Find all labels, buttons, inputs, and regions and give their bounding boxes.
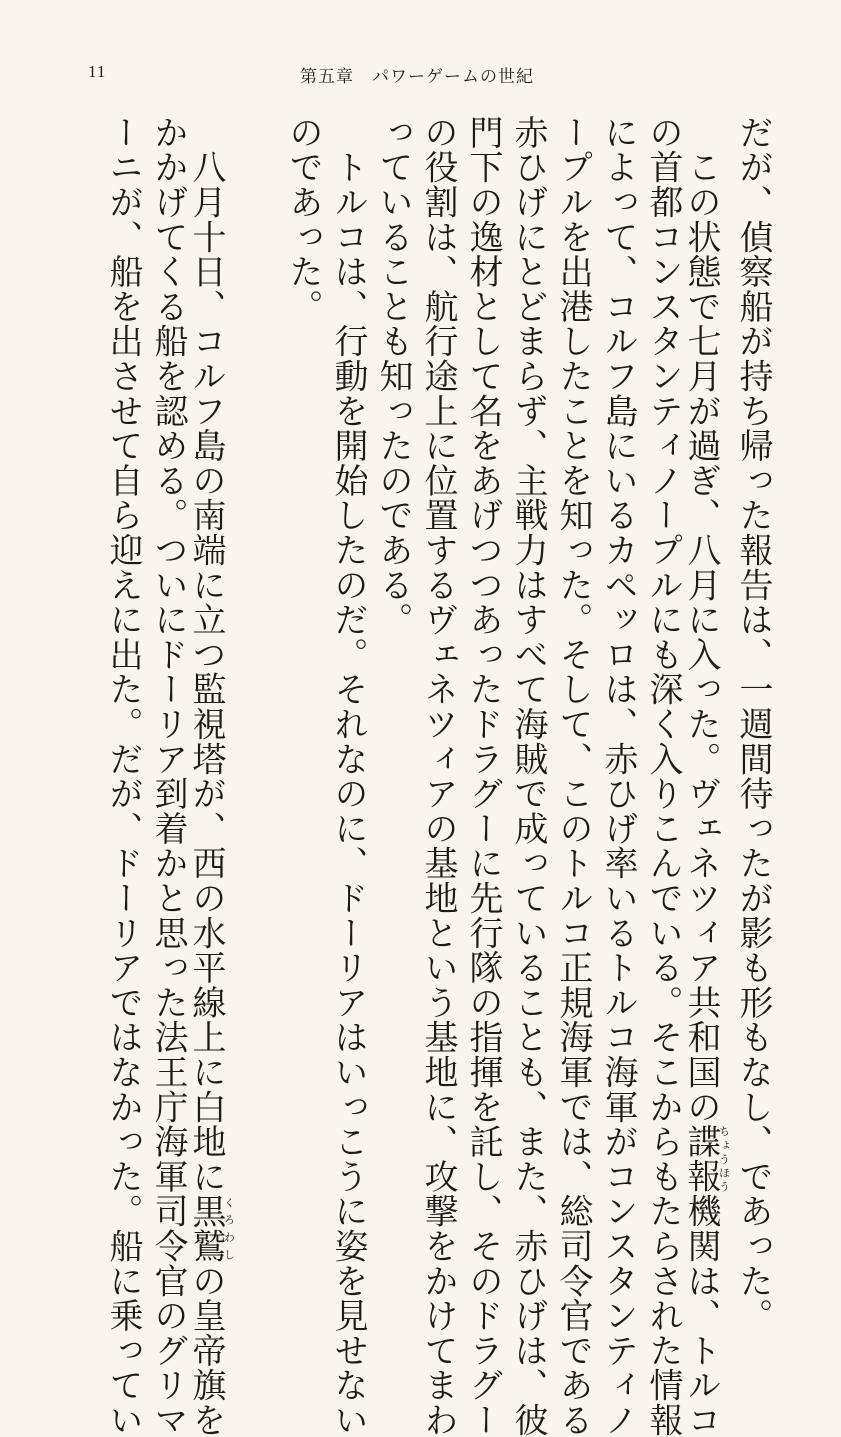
text-line: ープルを出港したことを知った。そして、このトルコ正規海軍では、総司令官である <box>553 115 593 1437</box>
vertical-text-body <box>75 115 775 1437</box>
text-line: かかげてくる船を認める。ついにドーリア到着かと思った法王庁海軍司令官のグリマ <box>148 115 188 1437</box>
text-line: の役割は、航行途上に位置するヴェネツィアの基地という基地に、攻撃をかけてまわ <box>418 115 458 1437</box>
text-line: 赤ひげにとどまらず、主戦力はすべて海賊で成っていることも、また、赤ひげは、彼 <box>508 115 548 1437</box>
text-line: 八月十日、コルフ島の南端に立つ監視塔が、西の水平線上に白地に黒鷲くろわしの皇帝旗を <box>186 115 236 1437</box>
text-line: のであった。 <box>283 115 323 324</box>
text-line: トルコは、行動を開始したのだ。それなのに、ドーリアはいっこうに姿を見せない <box>328 115 368 1437</box>
text-line: によって、コルフ島にいるカペッロは、赤ひげ率いるトルコ海軍がコンスタンティノ <box>598 115 638 1437</box>
page-header <box>0 62 841 88</box>
page-number: 11 <box>88 62 107 81</box>
text-line: この状態で七月が過ぎ、八月に入った。ヴェネツィア共和国の諜報ちょうほう機関は、トルコ <box>681 115 731 1437</box>
text-line: だが、偵察船が持ち帰った報告は、一週間待ったが影も形もなし、であった。 <box>733 115 773 1333</box>
ruby-annotation: 黒鷲くろわし <box>186 1193 236 1264</box>
running-head: 第五章 パワーゲームの世紀 <box>300 67 534 87</box>
ruby-annotation: 諜報ちょうほう <box>681 1124 731 1194</box>
text-line: 門下の逸材として名をあげつつあったドラグーに先行隊の指揮を託し、そのドラグー <box>463 115 503 1437</box>
text-line: っていることも知ったのである。 <box>373 115 413 637</box>
text-line: の首都コンスタンティノープルにも深く入りこんでいる。そこからもたらされた情報 <box>643 115 683 1437</box>
text-line: ーニが、船を出させて自ら迎えに出た。だが、ドーリアではなかった。船に乗ってい <box>103 115 143 1437</box>
